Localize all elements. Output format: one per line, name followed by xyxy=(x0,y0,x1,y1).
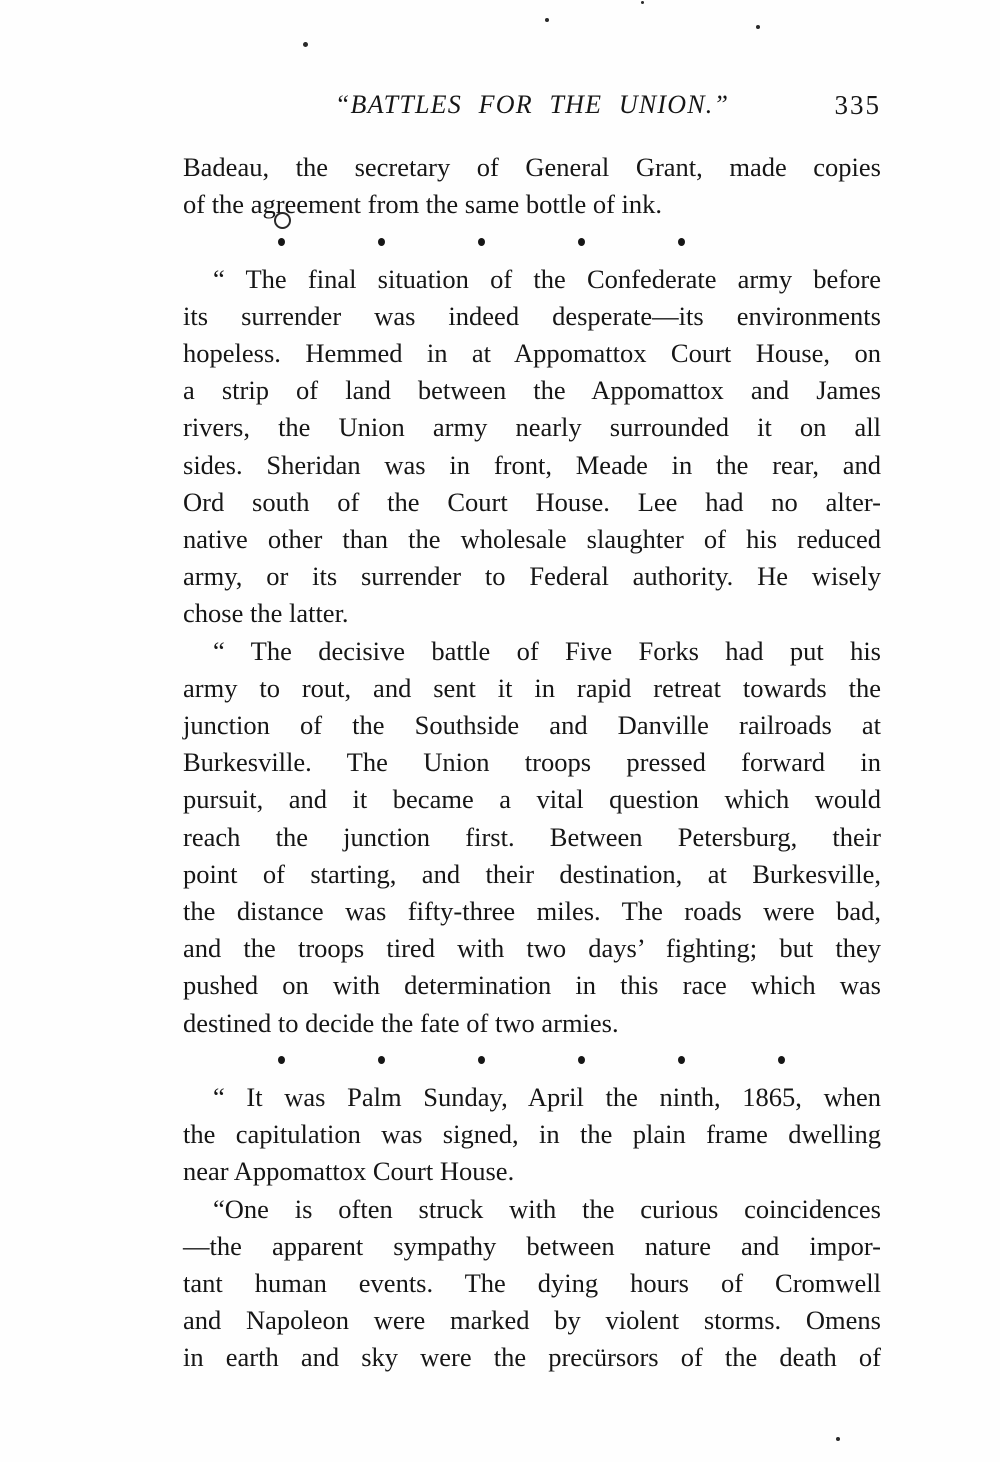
page-number: 335 xyxy=(834,90,881,120)
text-line: —the apparent sympathy between nature and impor- xyxy=(183,1230,881,1261)
text-line: army to rout, and sent it in rapid retreat towards the xyxy=(183,672,881,703)
text-line: and Napoleon were marked by violent storms. Omens xyxy=(183,1305,881,1336)
text-line: pushed on with determination in this race which was xyxy=(183,970,881,1001)
text-line: near Appomattox Court House. xyxy=(183,1156,515,1187)
text-line: rivers, the Union army nearly surrounded it on all xyxy=(183,412,881,443)
separator-dot xyxy=(578,1056,585,1064)
text-line: destined to decide the fate of two armies. xyxy=(183,1007,619,1038)
text-line: hopeless. Hemmed in at Appomattox Court House, on xyxy=(183,338,881,368)
separator-dot xyxy=(378,1056,385,1064)
separator-dots xyxy=(183,1042,881,1079)
text-line: the distance was fifty-three miles. The roads were bad, xyxy=(183,896,881,927)
text-line: reach the junction first. Between Petersburg, their xyxy=(183,821,881,852)
text-column xyxy=(183,149,881,1377)
separator-dot xyxy=(278,1056,285,1064)
separator-dot xyxy=(678,238,685,246)
text-line: tant human events. The dying hours of Cromwell xyxy=(183,1268,881,1299)
scan-speck xyxy=(545,18,549,22)
text-line: army, or its surrender to Federal authority. He wisely xyxy=(183,561,881,592)
text-line: in earth and sky were the precürsors of the death of xyxy=(183,1342,881,1373)
text-line: “One is often struck with the curious coincidences xyxy=(213,1193,881,1224)
text-line: junction of the Southside and Danville railroads at xyxy=(183,710,881,741)
text-line: “ The final situation of the Confederate army before xyxy=(213,263,881,294)
separator-dot xyxy=(778,1056,785,1064)
separator-dot xyxy=(378,238,385,246)
text-line: Badeau, the secretary of General Grant, made copies xyxy=(183,152,881,182)
scan-speck xyxy=(274,212,291,229)
text-line: point of starting, and their destination, at Burkesville, xyxy=(183,858,881,889)
scan-speck xyxy=(836,1437,840,1441)
text-line: native other than the wholesale slaughter of his reduced xyxy=(183,524,881,555)
separator-dot xyxy=(578,238,585,246)
separator-dot xyxy=(678,1056,685,1064)
page-header xyxy=(183,90,881,122)
text-line: of the agreement from the same bottle of ink. xyxy=(183,189,663,220)
text-line: “ It was Palm Sunday, April the ninth, 1865, when xyxy=(213,1082,881,1113)
separator-dot xyxy=(478,1056,485,1064)
text-line: Burkesville. The Union troops pressed forward in xyxy=(183,747,881,778)
scan-speck xyxy=(303,42,308,47)
scan-speck xyxy=(641,1,644,4)
text-line: its surrender was indeed desperate—its environments xyxy=(183,300,881,331)
text-line: a strip of land between the Appomattox and James xyxy=(183,375,881,406)
text-line: the capitulation was signed, in the plain frame dwelling xyxy=(183,1119,881,1150)
text-line: and the troops tired with two days’ fighting; but they xyxy=(183,933,881,964)
running-title: “BATTLES FOR THE UNION.” xyxy=(334,90,730,119)
separator-dot xyxy=(278,238,285,246)
text-line: “ The decisive battle of Five Forks had put his xyxy=(213,635,881,666)
separator-dots xyxy=(183,223,881,260)
text-line: chose the latter. xyxy=(183,598,349,629)
text-line: sides. Sheridan was in front, Meade in the rear, and xyxy=(183,449,881,480)
separator-dot xyxy=(478,238,485,246)
text-line: Ord south of the Court House. Lee had no alter- xyxy=(183,486,881,517)
scan-speck xyxy=(756,25,760,29)
text-line: pursuit, and it became a vital question which would xyxy=(183,784,881,815)
